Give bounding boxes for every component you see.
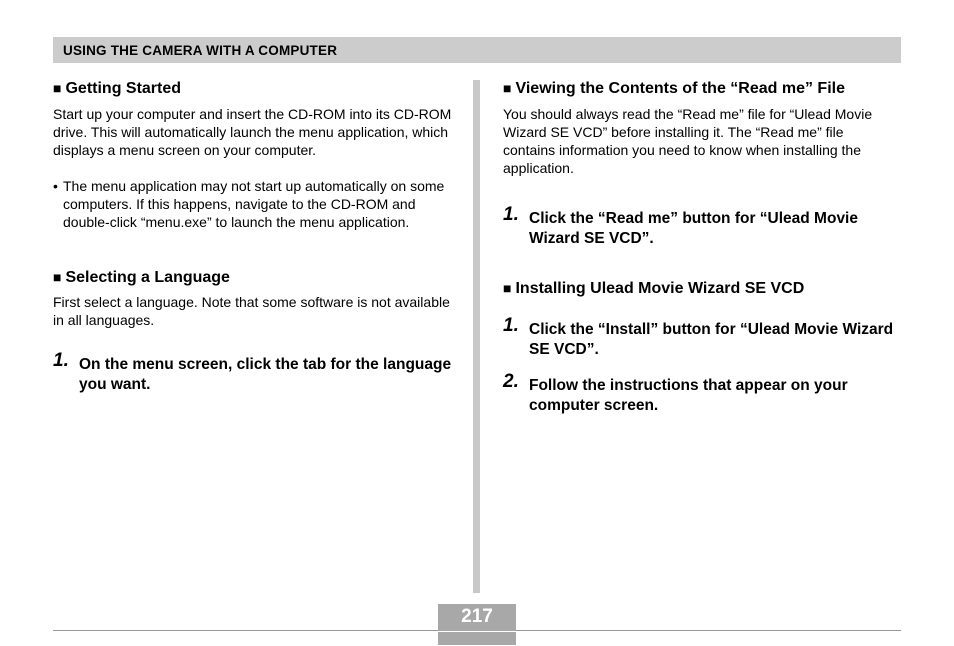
section-marker-icon: ■ bbox=[503, 80, 512, 96]
step-text: Click the “Install” button for “Ulead Movie Wizard SE VCD”. bbox=[529, 321, 894, 358]
language-step-1 bbox=[53, 350, 453, 395]
getting-started-body: Start up your computer and insert the CD-ROM into its CD-ROM drive. This will automatically launch the menu application, which displays a menu screen on your computer. bbox=[53, 106, 452, 158]
install-step-2 bbox=[503, 371, 898, 416]
section-header-title: USING THE CAMERA WITH A COMPUTER bbox=[63, 43, 338, 58]
getting-started-note bbox=[53, 177, 453, 231]
left-column bbox=[53, 78, 453, 395]
heading-getting-started bbox=[53, 78, 453, 99]
heading-text: Selecting a Language bbox=[65, 269, 230, 286]
column-divider bbox=[473, 80, 480, 593]
page-number-tab bbox=[438, 604, 516, 645]
selecting-language-body: First select a language. Note that some software is not available in all languages. bbox=[53, 294, 450, 328]
note-text: The menu application may not start up automatically on some computers. If this happens, navigate to the CD-ROM and double-click “menu.exe” to launch the menu application. bbox=[63, 178, 445, 230]
section-marker-icon: ■ bbox=[503, 280, 512, 296]
section-marker-icon: ■ bbox=[53, 269, 62, 285]
heading-installing bbox=[503, 278, 898, 299]
section-marker-icon: ■ bbox=[53, 80, 62, 96]
section-header-bar bbox=[53, 37, 901, 63]
heading-viewing-readme bbox=[503, 78, 898, 99]
readme-step-1 bbox=[503, 204, 898, 249]
heading-text: Getting Started bbox=[65, 80, 182, 97]
bullet-icon: • bbox=[53, 178, 58, 194]
install-step-1 bbox=[503, 315, 898, 360]
heading-text: Viewing the Contents of the “Read me” File bbox=[515, 80, 845, 97]
viewing-readme-body: You should always read the “Read me” file for “Ulead Movie Wizard SE VCD” before installing it. The “Read me” file contains information you need to know when installing the application. bbox=[503, 106, 873, 176]
step-text: On the menu screen, click the tab for the language you want. bbox=[79, 356, 452, 393]
step-text: Follow the instructions that appear on your computer screen. bbox=[529, 377, 848, 414]
step-number: 1. bbox=[503, 315, 519, 336]
step-text: Click the “Read me” button for “Ulead Movie Wizard SE VCD”. bbox=[529, 210, 858, 247]
heading-text: Installing Ulead Movie Wizard SE VCD bbox=[515, 280, 805, 297]
page-number: 217 bbox=[461, 606, 493, 627]
step-number: 1. bbox=[53, 350, 69, 371]
heading-selecting-language bbox=[53, 267, 453, 288]
step-number: 1. bbox=[503, 204, 519, 225]
step-number: 2. bbox=[503, 371, 519, 392]
right-column bbox=[503, 78, 898, 416]
